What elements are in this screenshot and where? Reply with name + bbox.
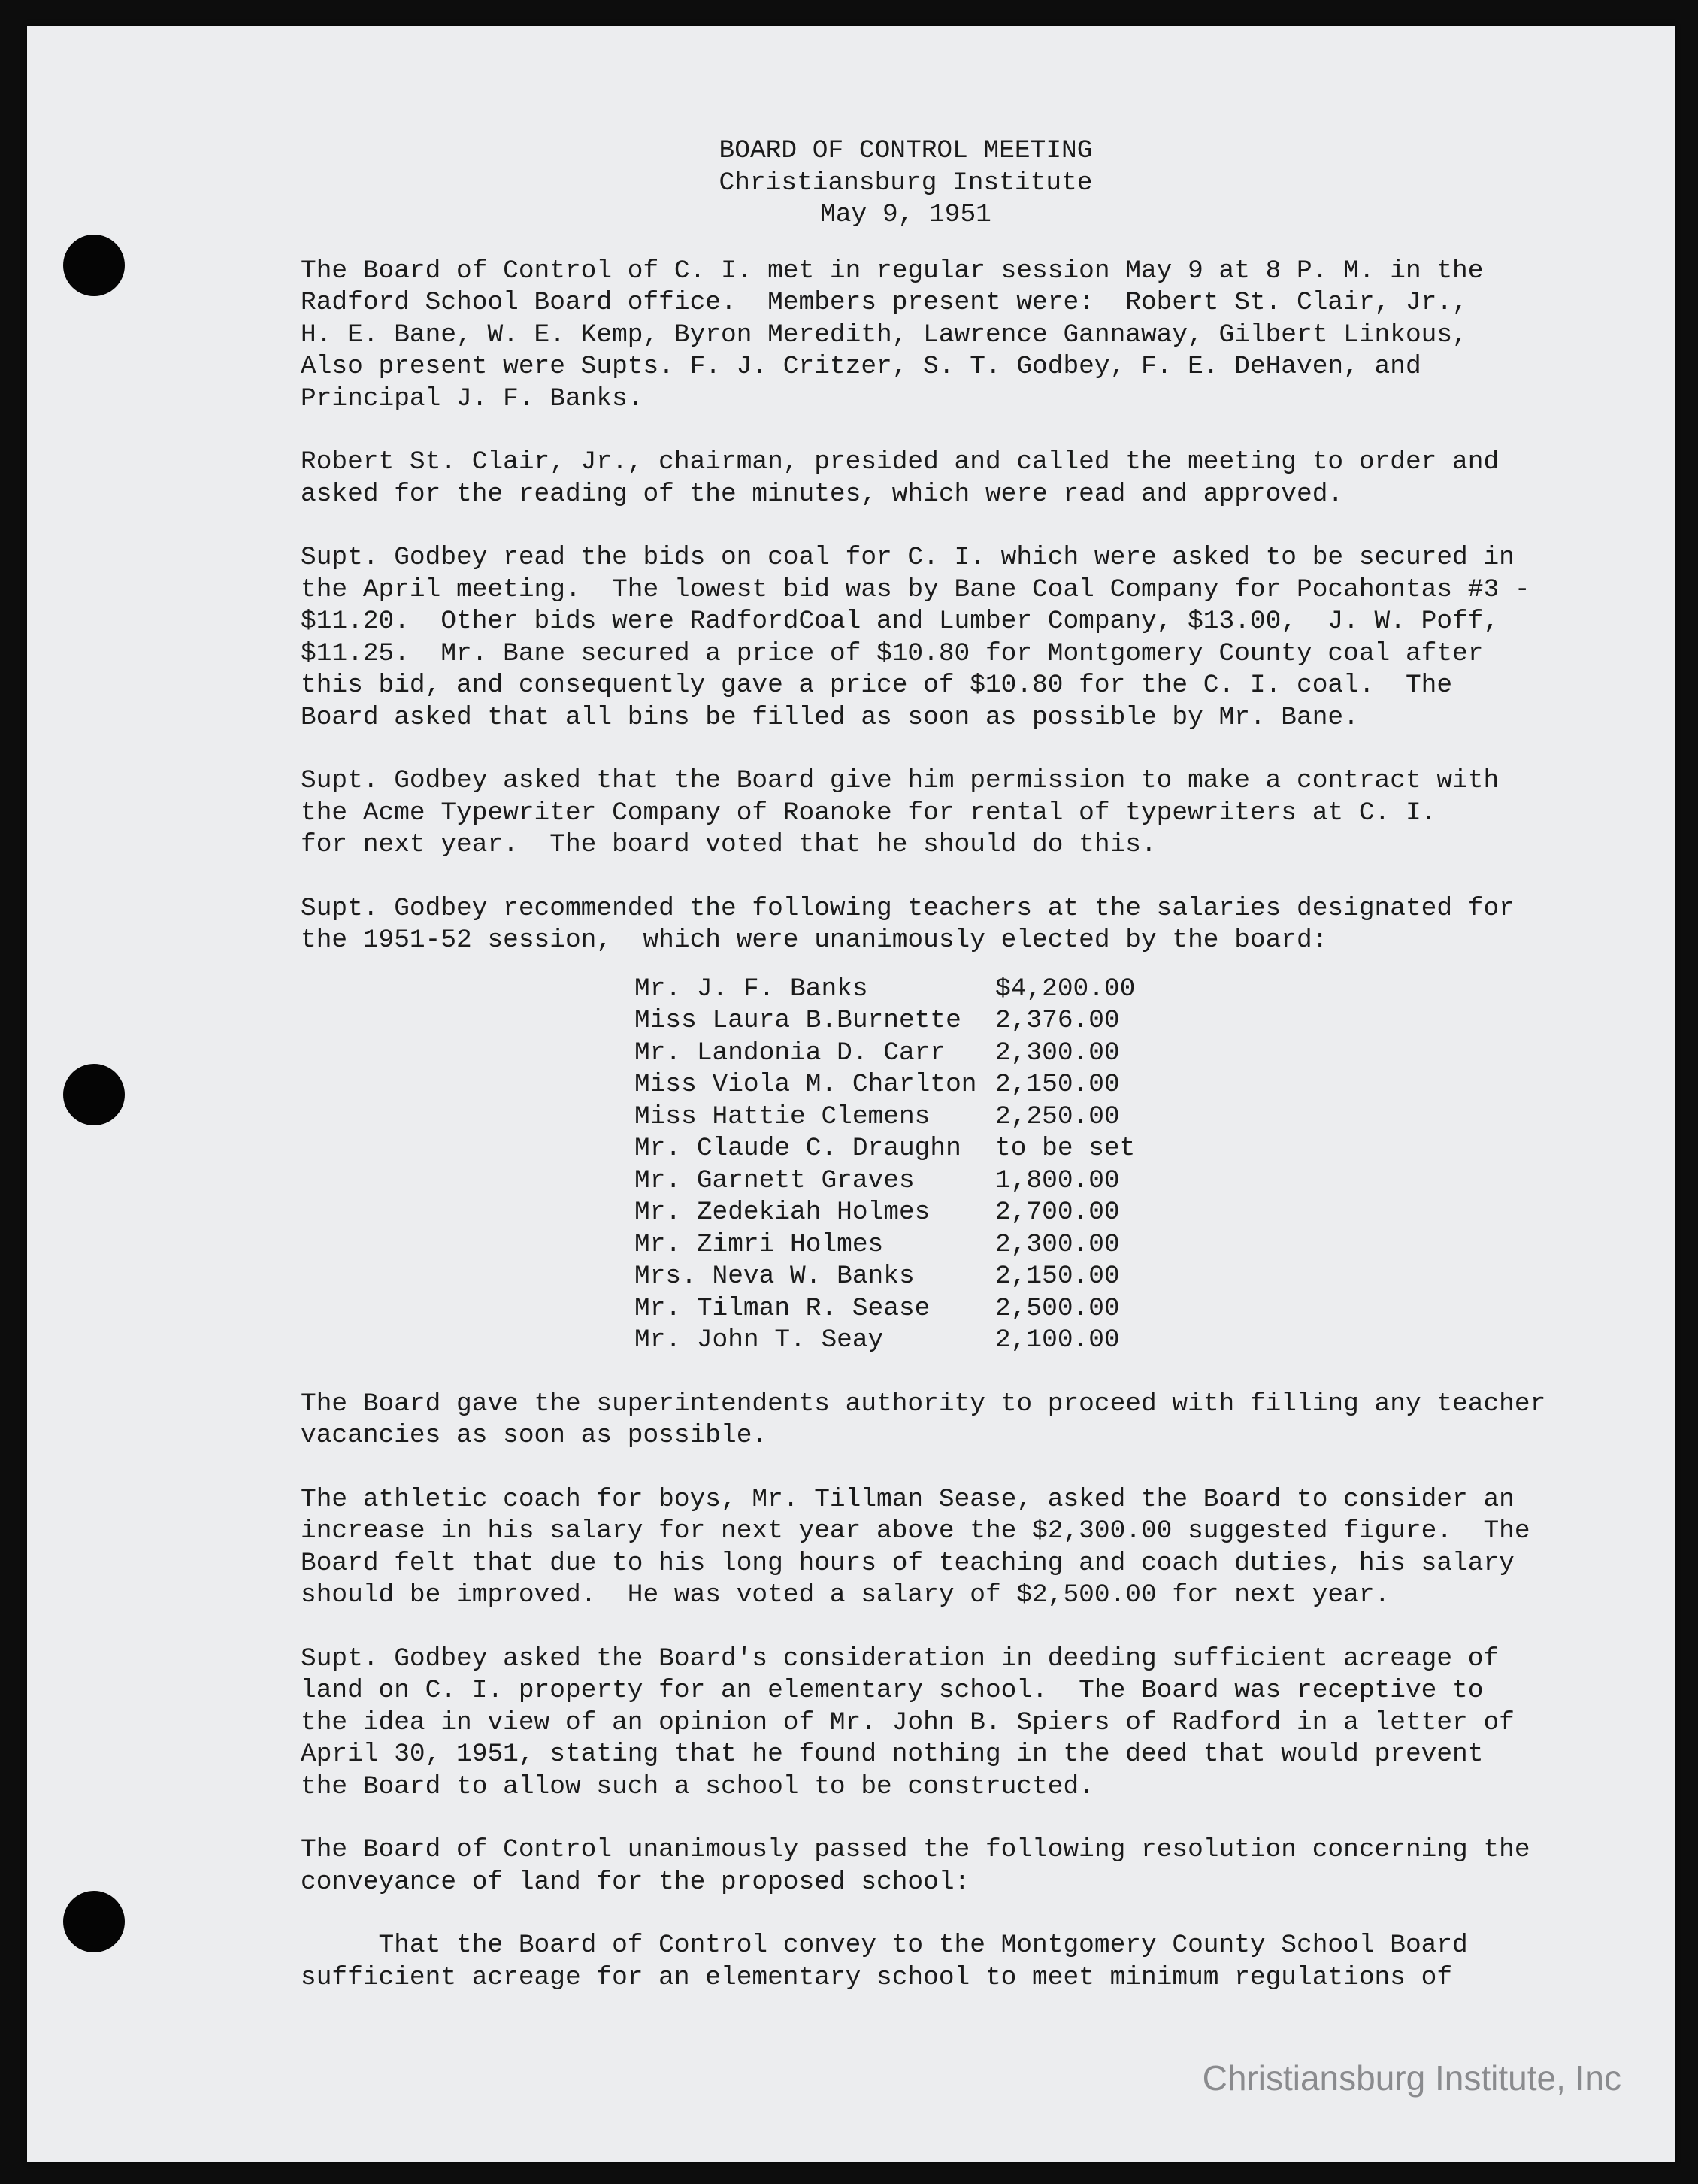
meeting-minutes [301, 135, 1601, 1994]
text-line: The Board gave the superintendents authority to proceed with filling any teacher [301, 1389, 1546, 1419]
salary-table-body [634, 974, 1135, 1357]
minutes-after-table [301, 1389, 1601, 1995]
document-heading [210, 135, 1601, 232]
text-line: should be improved. He was voted a salary of $2,500.00 for next year. [301, 1580, 1391, 1610]
paragraph [301, 542, 1601, 734]
salary-amount: 1,800.00 [995, 1165, 1120, 1195]
salary-row [634, 1229, 1135, 1262]
text-line: Board asked that all bins be filled as soon as possible by Mr. Bane. [301, 702, 1359, 732]
paragraph [301, 1484, 1601, 1612]
teacher-salary-table [634, 974, 1135, 1357]
binder-hole-middle [63, 1064, 125, 1125]
teacher-name: Miss Hattie Clemens [634, 1101, 931, 1131]
text-line: The Board of Control unanimously passed the following resolution concerning the [301, 1835, 1530, 1864]
teacher-name: Mr. Zedekiah Holmes [634, 1198, 931, 1227]
text-line: Board felt that due to his long hours of teaching and coach duties, his salary [301, 1548, 1515, 1578]
salary-amount: $4,200.00 [995, 974, 1136, 1004]
salary-row [634, 1325, 1135, 1357]
salary-amount: 2,250.00 [995, 1101, 1120, 1131]
teacher-name: Mr. Zimri Holmes [634, 1229, 884, 1259]
text-line: The athletic coach for boys, Mr. Tillman Sease, asked the Board to consider an [301, 1484, 1515, 1514]
heading-date: May 9, 1951 [820, 200, 991, 229]
archive-watermark: Christiansburg Institute, Inc [1202, 2058, 1621, 2098]
text-line: land on C. I. property for an elementary school. The Board was receptive to [301, 1676, 1484, 1705]
salary-amount: 2,300.00 [995, 1229, 1120, 1259]
teacher-name: Mr. Garnett Graves [634, 1165, 915, 1195]
text-line: April 30, 1951, stating that he found nothing in the deed that would prevent [301, 1740, 1484, 1769]
text-line: vacancies as soon as possible. [301, 1421, 768, 1450]
text-line: Principal J. F. Banks. [301, 383, 643, 413]
salary-amount: 2,500.00 [995, 1293, 1120, 1323]
salary-row [634, 1133, 1135, 1165]
minutes-before-table [301, 256, 1601, 957]
salary-amount: 2,376.00 [995, 1006, 1120, 1035]
text-line: the 1951-52 session, which were unanimously elected by the board: [301, 925, 1328, 955]
teacher-name: Miss Laura B.Burnette [634, 1006, 961, 1035]
text-line: That the Board of Control convey to the Montgomery County School Board [301, 1931, 1468, 1960]
text-line: The Board of Control of C. I. met in regular session May 9 at 8 P. M. in the [301, 256, 1484, 286]
salary-amount: 2,100.00 [995, 1325, 1120, 1355]
text-line: this bid, and consequently gave a price of $10.80 for the C. I. coal. The [301, 671, 1453, 700]
paragraph [301, 765, 1601, 862]
teacher-name: Mr. J. F. Banks [634, 974, 868, 1004]
teacher-name: Mr. Claude C. Draughn [634, 1134, 961, 1163]
paragraph [301, 256, 1601, 416]
paragraph [301, 1930, 1601, 1994]
salary-row [634, 1037, 1135, 1070]
salary-row [634, 1005, 1135, 1037]
salary-amount: 2,150.00 [995, 1070, 1120, 1099]
salary-row [634, 974, 1135, 1006]
text-line: Supt. Godbey asked the Board's consideration in deeding sufficient acreage of [301, 1643, 1500, 1674]
text-line: Supt. Godbey asked that the Board give him permission to make a contract with [301, 766, 1500, 795]
salary-row [634, 1197, 1135, 1229]
salary-amount: 2,700.00 [995, 1198, 1120, 1227]
paragraph [301, 893, 1601, 957]
text-line: Also present were Supts. F. J. Critzer, S. T. Godbey, F. E. DeHaven, and [301, 352, 1421, 381]
salary-row [634, 1165, 1135, 1198]
teacher-name: Mr. Tilman R. Sease [634, 1293, 931, 1323]
salary-row [634, 1261, 1135, 1293]
text-line: for next year. The board voted that he should do this. [301, 830, 1157, 859]
salary-amount: 2,150.00 [995, 1262, 1120, 1291]
text-line: conveyance of land for the proposed school: [301, 1867, 970, 1897]
text-line: $11.25. Mr. Bane secured a price of $10.80 for Montgomery County coal after [301, 638, 1484, 668]
teacher-name: Mrs. Neva W. Banks [634, 1262, 915, 1291]
text-line: Supt. Godbey read the bids on coal for C. I. which were asked to be secured in [301, 543, 1515, 572]
text-line: increase in his salary for next year above the $2,300.00 suggested figure. The [301, 1516, 1530, 1546]
text-line: the idea in view of an opinion of Mr. John B. Spiers of Radford in a letter of [301, 1707, 1515, 1737]
binder-hole-bottom [63, 1891, 125, 1952]
paragraph [301, 1834, 1601, 1898]
text-line: Robert St. Clair, Jr., chairman, presided and called the meeting to order and [301, 447, 1500, 477]
text-line: sufficient acreage for an elementary school to meet minimum regulations of [301, 1962, 1453, 1992]
teacher-name: Mr. Landonia D. Carr [634, 1037, 946, 1068]
teacher-name: Mr. John T. Seay [634, 1325, 884, 1355]
heading-title: BOARD OF CONTROL MEETING [719, 136, 1093, 165]
text-line: Radford School Board office. Members present were: Robert St. Clair, Jr., [301, 288, 1468, 317]
text-line: the Acme Typewriter Company of Roanoke for rental of typewriters at C. I. [301, 798, 1437, 828]
text-line: the April meeting. The lowest bid was by Bane Coal Company for Pocahontas #3 - [301, 574, 1530, 604]
text-line: $11.20. Other bids were RadfordCoal and Lumber Company, $13.00, J. W. Poff, [301, 607, 1500, 636]
salary-row [634, 1101, 1135, 1134]
heading-institution: Christiansburg Institute [719, 168, 1093, 198]
paragraph [301, 447, 1601, 510]
paragraph [301, 1389, 1601, 1452]
teacher-name: Miss Viola M. Charlton [634, 1070, 977, 1099]
text-line: Supt. Godbey recommended the following teachers at the salaries designated for [301, 893, 1515, 923]
salary-amount: to be set [995, 1134, 1136, 1163]
text-line: asked for the reading of the minutes, which were read and approved. [301, 479, 1344, 509]
salary-row [634, 1069, 1135, 1101]
salary-amount: 2,300.00 [995, 1037, 1120, 1068]
text-line: the Board to allow such a school to be constructed. [301, 1771, 1094, 1801]
text-line: H. E. Bane, W. E. Kemp, Byron Meredith, Lawrence Gannaway, Gilbert Linkous, [301, 320, 1468, 350]
salary-row [634, 1293, 1135, 1325]
paragraph [301, 1643, 1601, 1804]
binder-hole-top [63, 235, 125, 296]
